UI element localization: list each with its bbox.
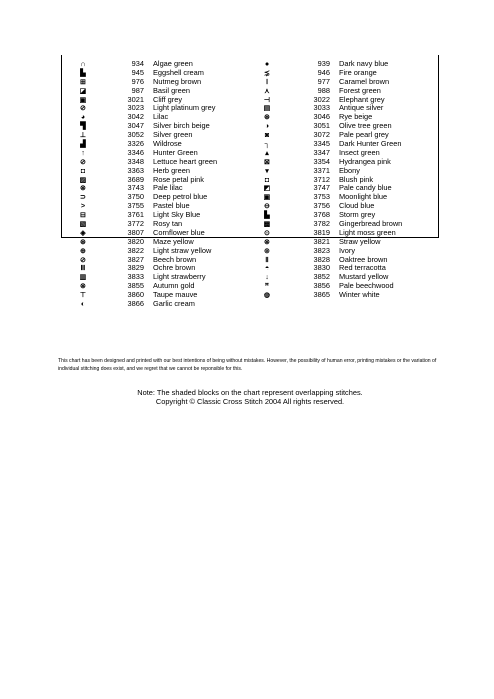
thread-color-name: Basil green <box>153 85 190 95</box>
thread-number: 3371 <box>313 165 330 175</box>
stitch-symbol-icon: ▤ <box>263 103 271 113</box>
thread-number: 3021 <box>127 94 144 104</box>
stitch-symbol-icon: ⊚ <box>263 245 271 255</box>
stitch-symbol-icon: ⊣ <box>263 94 271 104</box>
stitch-symbol-icon: ◐ <box>80 299 86 309</box>
thread-color-name: Algae green <box>153 59 193 68</box>
thread-number: 3354 <box>313 156 330 166</box>
stitch-symbol-icon: ▙ <box>264 210 270 220</box>
disclaimer-text: This chart has been designed and printed with our best intentions of being without mistakes. However, the possibility of human error, printing mistakes or the variation of individual stitching does exist, and we regret that we cannot be reponsible for this. <box>58 358 437 372</box>
thread-number: 3852 <box>313 272 330 282</box>
stitch-symbol-icon: > <box>80 201 86 211</box>
stitch-symbol-icon: ◩ <box>263 183 271 193</box>
thread-color-name: Pale candy blue <box>339 183 392 193</box>
thread-number: 3821 <box>313 236 330 246</box>
thread-color-name: Oaktree brown <box>339 254 388 264</box>
thread-number: 3363 <box>127 165 144 175</box>
thread-number: 3772 <box>127 219 144 229</box>
thread-color-name: Olive tree green <box>339 121 392 131</box>
stitch-symbol-icon: ◈ <box>80 227 86 237</box>
stitch-symbol-icon: ▣ <box>79 94 87 104</box>
thread-number: 946 <box>317 67 330 77</box>
thread-color-name: Rye beige <box>339 112 373 122</box>
stitch-symbol-icon: ↓ <box>265 272 269 282</box>
thread-color-name: Autumn gold <box>153 281 195 291</box>
stitch-symbol-icon: ⊗ <box>79 183 87 193</box>
thread-color-name: Insect green <box>339 147 380 157</box>
copyright-text: Copyright © Classic Cross Stitch 2004 All rights reserved. <box>155 397 345 406</box>
thread-number: 3042 <box>127 112 144 122</box>
thread-color-name: Herb green <box>153 165 190 175</box>
stitch-symbol-icon: ◘ <box>264 174 270 184</box>
thread-color-name: Winter white <box>339 290 380 300</box>
stitch-symbol-icon: ꟸ <box>264 281 270 291</box>
thread-color-name: Pale lilac <box>153 183 183 193</box>
stitch-symbol-icon: ● <box>264 59 270 68</box>
thread-number: 987 <box>131 85 144 95</box>
thread-number: 3823 <box>313 245 330 255</box>
thread-color-name: Antique silver <box>339 103 384 113</box>
thread-number: 3856 <box>313 281 330 291</box>
thread-number: 3860 <box>127 290 144 300</box>
thread-number: 3046 <box>313 112 330 122</box>
thread-number: 3855 <box>127 281 144 291</box>
stitch-symbol-icon: ▥ <box>79 272 87 282</box>
stitch-symbol-icon: ⊠ <box>263 156 271 166</box>
thread-number: 945 <box>131 67 144 77</box>
stitch-symbol-icon: ▨ <box>79 174 87 184</box>
thread-number: 988 <box>317 85 330 95</box>
stitch-symbol-icon: ◕ <box>80 112 86 122</box>
stitch-symbol-icon: ⊃ <box>79 192 87 202</box>
thread-number: 3827 <box>127 254 144 264</box>
stitch-symbol-icon: ⊘ <box>79 254 87 264</box>
thread-number: 3828 <box>313 254 330 264</box>
thread-color-name: Light moss green <box>339 227 396 237</box>
thread-color-name: Eggshell cream <box>153 67 204 77</box>
thread-number: 3689 <box>127 174 144 184</box>
thread-number: 3833 <box>127 272 144 282</box>
stitch-symbol-icon: ⊟ <box>79 210 87 220</box>
stitch-symbol-icon: ▩ <box>263 219 271 229</box>
stitch-symbol-icon: ◑ <box>264 121 270 131</box>
thread-color-name: Storm grey <box>339 210 376 220</box>
stitch-symbol-icon: ◓ <box>264 263 270 273</box>
thread-number: 3866 <box>127 299 144 309</box>
stitch-symbol-icon: ⊖ <box>263 201 271 211</box>
thread-number: 3033 <box>313 103 330 113</box>
thread-color-name: Light straw yellow <box>153 245 212 255</box>
thread-color-name: Ebony <box>339 165 360 175</box>
stitch-symbol-icon: ▾ <box>265 165 269 175</box>
thread-color-name: Cloud blue <box>339 201 375 211</box>
thread-number: 3865 <box>313 290 330 300</box>
thread-color-name: Moonlight blue <box>339 192 388 202</box>
thread-color-name: Blush pink <box>339 174 374 184</box>
thread-number: 3345 <box>313 139 330 149</box>
overlap-note: Note: The shaded blocks on the chart represent overlapping stitches. <box>137 388 363 397</box>
thread-number: 3348 <box>127 156 144 166</box>
thread-color-name: Straw yellow <box>339 236 381 246</box>
thread-number: 976 <box>131 76 144 86</box>
thread-color-name: Elephant grey <box>339 94 385 104</box>
thread-color-name: Hydrangea pink <box>339 156 391 166</box>
thread-number: 3807 <box>127 227 144 237</box>
thread-number: 3023 <box>127 103 144 113</box>
thread-color-name: Lettuce heart green <box>153 156 218 166</box>
thread-color-name: Mustard yellow <box>339 272 389 282</box>
thread-number: 3326 <box>127 139 144 149</box>
stitch-symbol-icon: ↑ <box>81 147 85 157</box>
stitch-symbol-icon: ⊘ <box>79 156 87 166</box>
stitch-symbol-icon: ⊙ <box>263 227 271 237</box>
stitch-symbol-icon: ◍ <box>263 290 271 300</box>
thread-number: 3712 <box>313 174 330 184</box>
thread-color-name: Taupe mauve <box>153 290 198 300</box>
stitch-symbol-icon: ⊗ <box>263 236 271 246</box>
thread-number: 3755 <box>127 201 144 211</box>
thread-number: 934 <box>131 59 144 68</box>
thread-color-name: Fire orange <box>339 67 377 77</box>
thread-number: 3822 <box>127 245 144 255</box>
thread-color-name: Cornflower blue <box>153 227 205 237</box>
thread-color-name: Red terracotta <box>339 263 386 273</box>
stitch-symbol-icon: ⊗ <box>79 281 87 291</box>
thread-color-name: Wildrose <box>153 139 182 149</box>
thread-color-name: Pale pearl grey <box>339 130 389 140</box>
stitch-symbol-icon: ┐ <box>264 139 270 149</box>
thread-color-name: Beech brown <box>153 254 197 264</box>
stitch-symbol-icon: ⊕ <box>79 245 87 255</box>
thread-color-name: Light Sky Blue <box>153 210 201 220</box>
stitch-symbol-icon: Ⅱ <box>265 254 269 264</box>
thread-number: 3756 <box>313 201 330 211</box>
thread-number: 3830 <box>313 263 330 273</box>
thread-color-name: Light strawberry <box>153 272 206 282</box>
thread-color-name: Ochre brown <box>153 263 196 273</box>
stitch-symbol-icon: ▜ <box>80 121 86 131</box>
thread-color-name: Deep petrol blue <box>153 192 208 202</box>
thread-color-name: Rosy tan <box>153 219 183 229</box>
thread-color-name: Nutmeg brown <box>153 76 202 86</box>
thread-color-name: Dark Hunter Green <box>339 139 402 149</box>
thread-number: 3347 <box>313 147 330 157</box>
thread-number: 3072 <box>313 130 330 140</box>
thread-number: 3047 <box>127 121 144 131</box>
stitch-symbol-icon: ▙ <box>80 67 86 77</box>
stitch-symbol-icon: ▧ <box>79 219 87 229</box>
thread-color-name: Gingerbread brown <box>339 219 403 229</box>
thread-number: 3820 <box>127 236 144 246</box>
stitch-symbol-icon: ⊛ <box>79 236 87 246</box>
thread-number: 3819 <box>313 227 330 237</box>
thread-number: 977 <box>317 76 330 86</box>
thread-color-name: Cliff grey <box>153 94 183 104</box>
stitch-symbol-icon: ◪ <box>79 85 87 95</box>
stitch-symbol-icon: ∩ <box>80 59 86 68</box>
stitch-symbol-icon: ▴ <box>265 147 269 157</box>
thread-color-name: Pastel blue <box>153 201 190 211</box>
thread-number: 3747 <box>313 183 330 193</box>
thread-number: 3761 <box>127 210 144 220</box>
thread-color-name: Pale beechwood <box>339 281 394 291</box>
thread-number: 3346 <box>127 147 144 157</box>
stitch-symbol-icon: Ⅰ <box>265 76 269 86</box>
thread-color-name: Ivory <box>339 245 356 255</box>
stitch-symbol-icon: ▟ <box>80 139 86 149</box>
stitch-symbol-icon: ◙ <box>264 130 270 140</box>
thread-color-name: Garlic cream <box>153 299 195 309</box>
stitch-symbol-icon: ▣ <box>263 192 271 202</box>
thread-number: 3051 <box>313 121 330 131</box>
thread-color-name: Dark navy blue <box>339 59 389 68</box>
thread-color-name: Hunter Green <box>153 147 198 157</box>
thread-color-name: Rose petal pink <box>153 174 204 184</box>
thread-number: 3052 <box>127 130 144 140</box>
thread-number: 3750 <box>127 192 144 202</box>
thread-number: 3782 <box>313 219 330 229</box>
thread-number: 939 <box>317 59 330 68</box>
thread-color-name: Caramel brown <box>339 76 390 86</box>
thread-color-name: Maze yellow <box>153 236 194 246</box>
stitch-symbol-icon: ⊞ <box>79 76 87 86</box>
thread-number: 3768 <box>313 210 330 220</box>
stitch-symbol-icon: ⊘ <box>79 103 87 113</box>
thread-color-name: Silver birch beige <box>153 121 210 131</box>
thread-number: 3829 <box>127 263 144 273</box>
stitch-symbol-icon: ⊛ <box>263 112 271 122</box>
thread-color-name: Forest green <box>339 85 381 95</box>
stitch-symbol-icon: ⋏ <box>264 85 270 95</box>
thread-number: 3743 <box>127 183 144 193</box>
thread-color-name: Light platinum grey <box>153 103 216 113</box>
thread-number: 3753 <box>313 192 330 202</box>
thread-number: 3022 <box>313 94 330 104</box>
thread-color-name: Silver green <box>153 130 193 140</box>
footer-notes <box>58 388 442 406</box>
stitch-symbol-icon: ⊤ <box>79 290 87 300</box>
thread-color-name: Lilac <box>153 112 169 122</box>
stitch-symbol-icon: ⋨ <box>263 67 271 77</box>
stitch-symbol-icon: ◘ <box>80 165 86 175</box>
stitch-symbol-icon: ⊥ <box>79 130 87 140</box>
stitch-symbol-icon: Ⅲ <box>80 263 86 273</box>
